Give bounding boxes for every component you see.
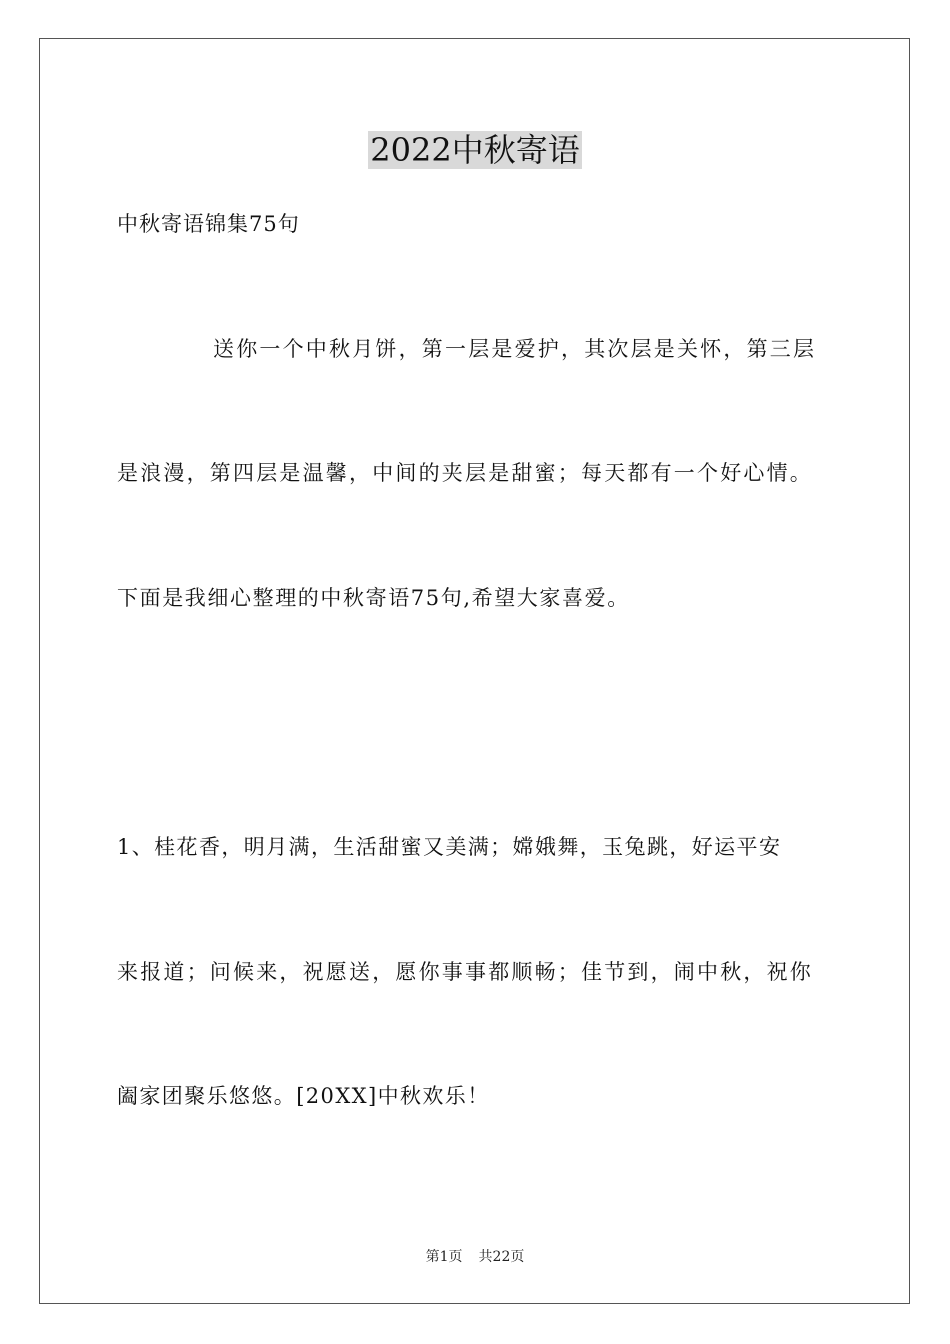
- document-subtitle: 中秋寄语锦集75句: [117, 212, 300, 236]
- paragraph-2-line-2: 来报道；问候来，祝愿送，愿你事事都顺畅；佳节到，闹中秋，祝你: [117, 960, 813, 984]
- paragraph-1-line-2: 是浪漫，第四层是温馨，中间的夹层是甜蜜；每天都有一个好心情。: [117, 461, 813, 485]
- paragraph-1-line-1: 送你一个中秋月饼，第一层是爱护，其次层是关怀，第三层: [213, 337, 817, 361]
- page-number: 第1页: [425, 1249, 463, 1265]
- paragraph-2-line-1: 1、桂花香，明月满，生活甜蜜又美满；嫦娥舞，玉兔跳，好运平安: [117, 835, 782, 859]
- paragraph-1-line-3: 下面是我细心整理的中秋寄语75句,希望大家喜爱。: [117, 586, 630, 610]
- page-total: 共22页: [478, 1249, 525, 1265]
- paragraph-2-line-3: 阖家团聚乐悠悠。[20XX]中秋欢乐！: [117, 1084, 490, 1108]
- document-title-text: 2022中秋寄语: [370, 131, 580, 169]
- page-footer: [0, 1248, 950, 1266]
- document-title: [0, 128, 950, 172]
